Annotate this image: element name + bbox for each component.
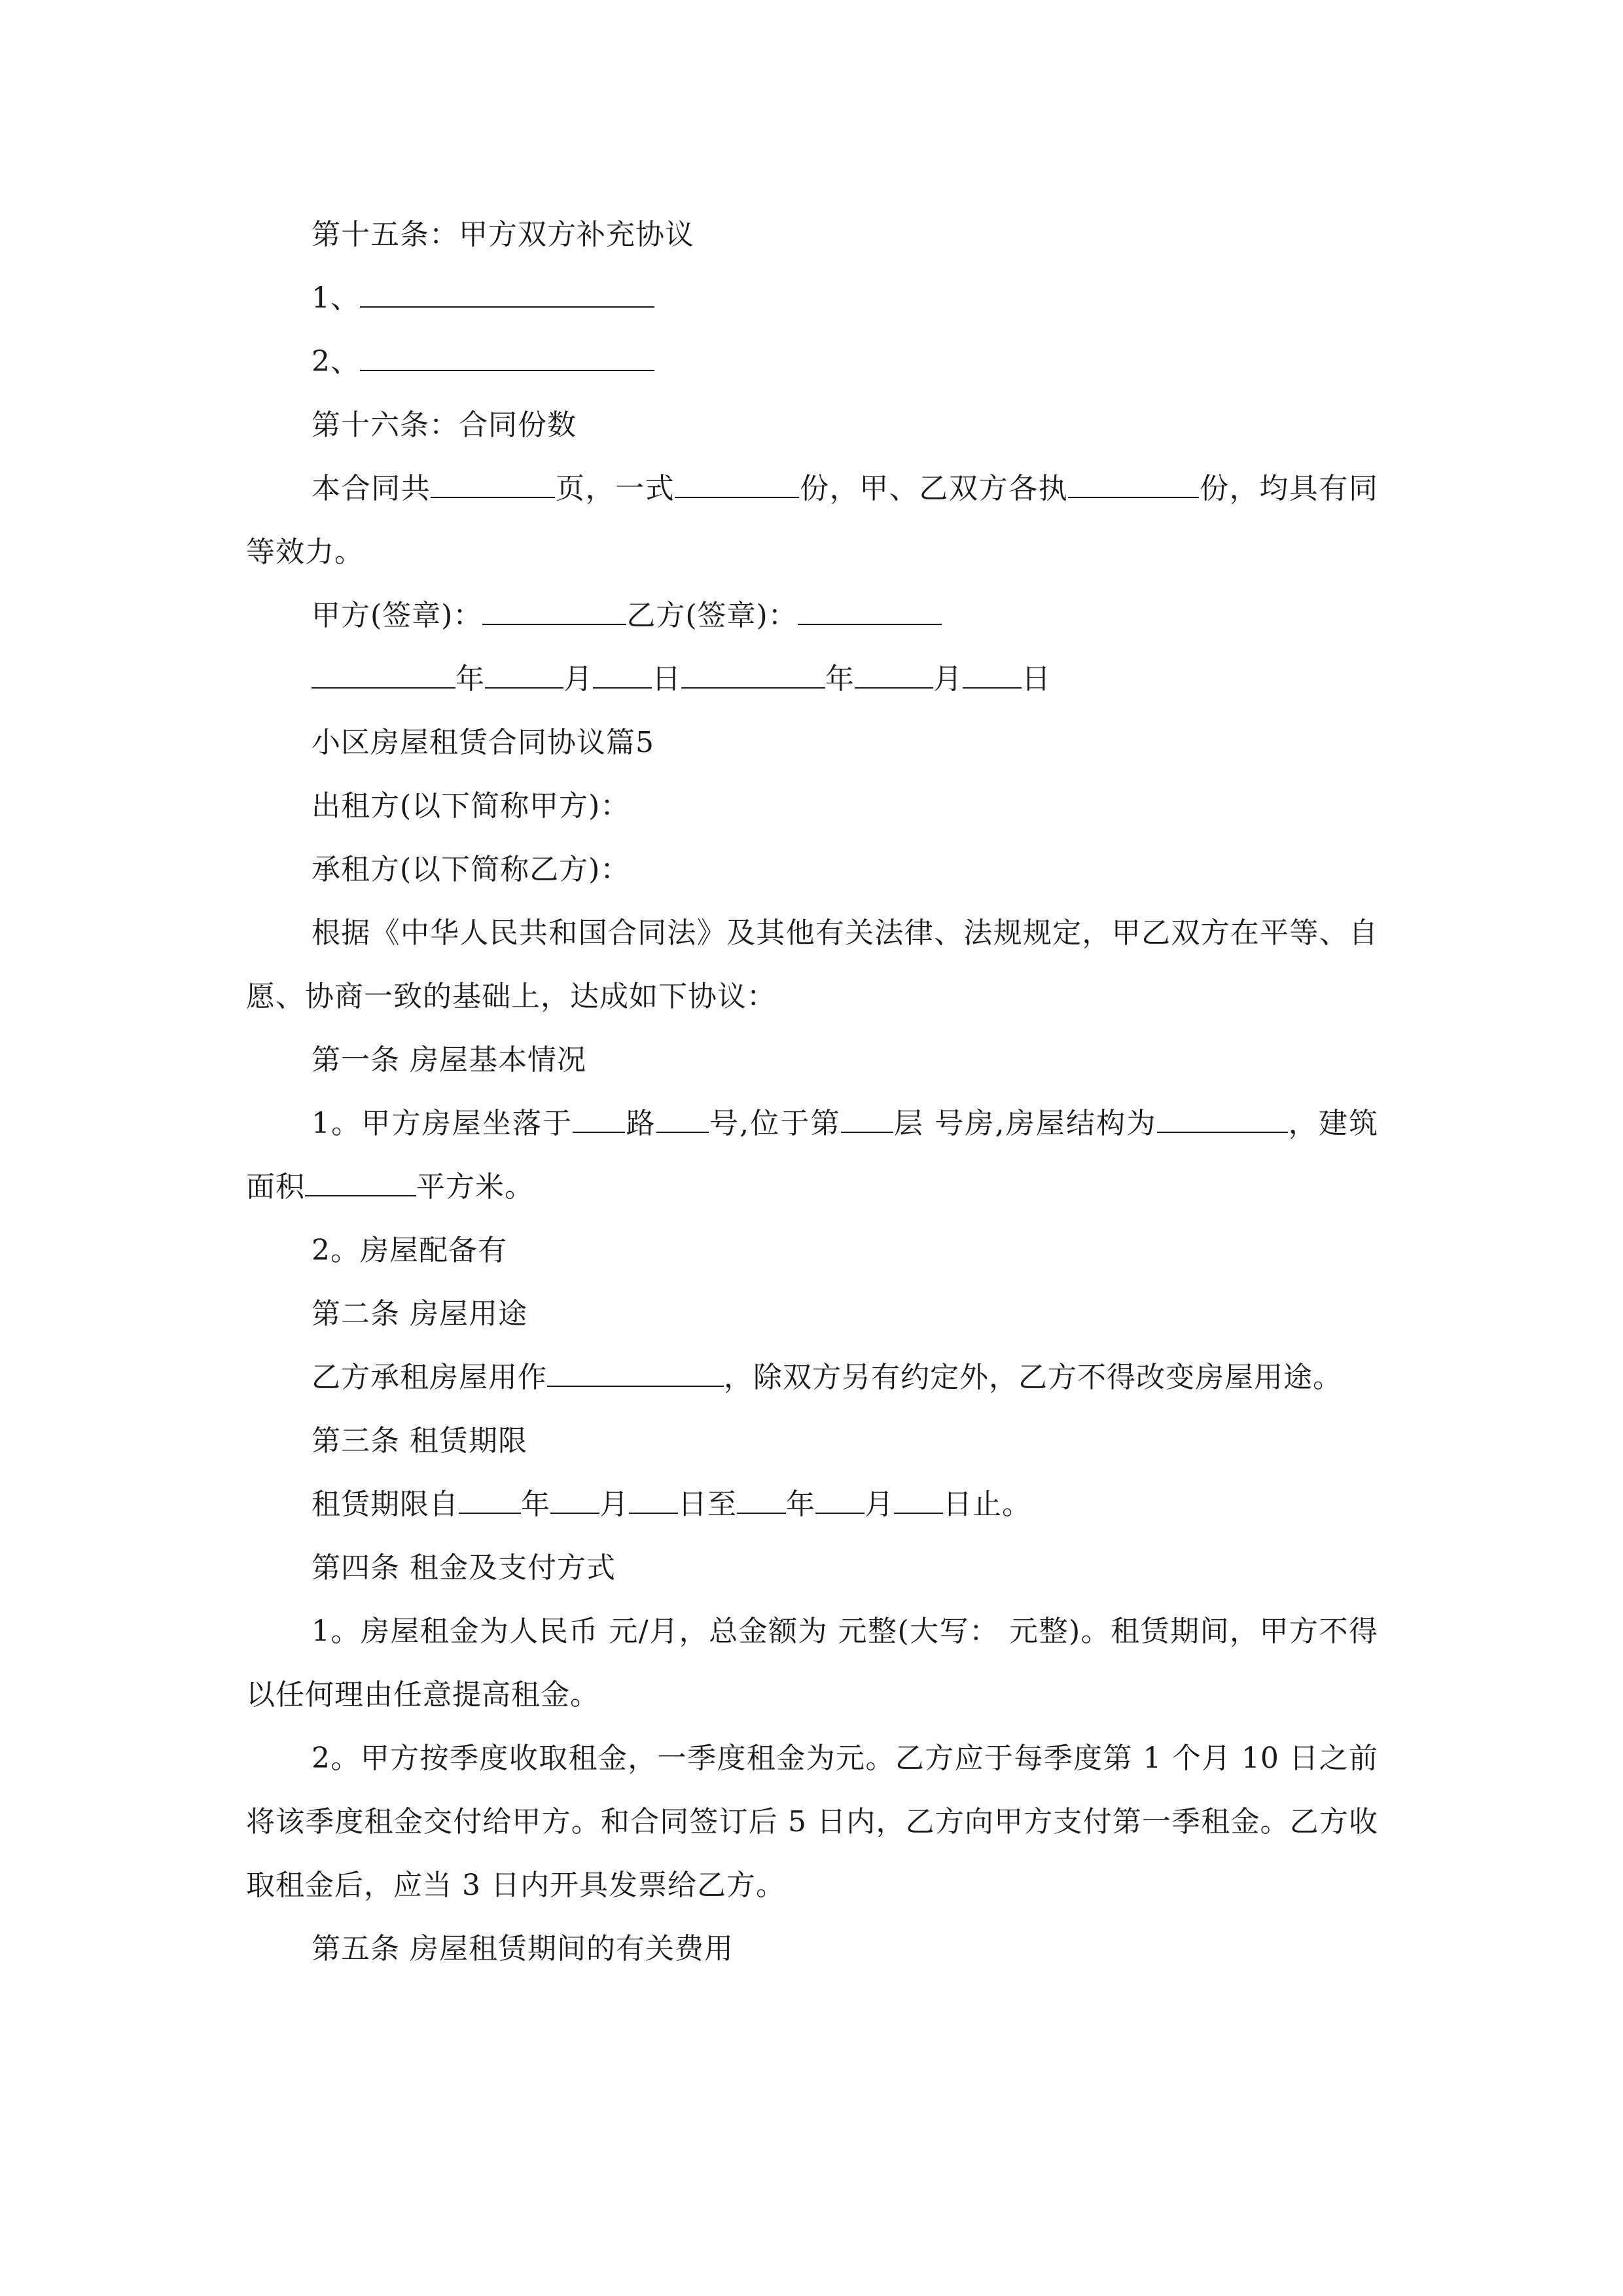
lessee-line: 承租方(以下简称乙方)： [312,853,630,886]
section-title: 小区房屋租赁合同协议篇5 [312,726,654,759]
blank-field [656,1102,709,1133]
supplement-item-2: 2、 [246,330,1378,393]
article-1-paragraph-1: 1。甲方房屋坐落于 路 号,位于第 层 号房,房屋结构为 ，建筑面积 平方米。 [246,1092,1378,1219]
blank-field [550,1482,599,1514]
blank-field [312,657,455,689]
blank-field [963,657,1022,689]
blank-field [798,594,942,625]
lessor-line: 出租方(以下简称甲方)： [312,789,630,823]
blank-field [681,657,825,689]
article-16-title: 第十六条：合同份数 [312,408,577,442]
article-2-paragraph: 乙方承租房屋用作 ，除双方另有约定外，乙方不得改变房屋用途。 [246,1346,1378,1409]
blank-field [629,1482,678,1514]
blank-field [1157,1102,1288,1133]
article-2-title: 第二条 房屋用途 [312,1297,527,1331]
supplement-item-1: 1、 [246,266,1378,330]
article-4-title: 第四条 租金及支付方式 [312,1551,616,1585]
blank-field [573,1102,625,1133]
blank-field [482,594,626,625]
blank-field [894,1482,943,1514]
preamble-paragraph: 根据《中华人民共和国合同法》及其他有关法律、法规规定，甲乙双方在平等、自愿、协商一致的基础上，达成如下协议： [246,916,1378,1013]
article-4-paragraph-1: 1。房屋租金为人民币 元/月，总金额为 元整(大写： 元整)。租赁期间，甲方不得以任何理由任意提高租金。 [246,1615,1378,1712]
blank-field [855,657,933,689]
blank-field [360,276,654,308]
blank-field [841,1102,893,1133]
copies-paragraph: 本合同共 页，一式 份，甲、乙双方各执 份，均具有同等效力。 [246,457,1378,584]
article-15-title: 第十五条：甲方双方补充协议 [312,218,694,251]
blank-field [360,340,654,371]
blank-field [815,1482,865,1514]
document-body [246,203,1378,1981]
blank-field [547,1355,724,1387]
article-3-paragraph: 租赁期限自 年 月 日至 年 月 日止。 [246,1473,1378,1536]
blank-field [485,657,563,689]
blank-field [593,657,652,689]
blank-field [675,467,799,498]
blank-field [305,1165,416,1196]
article-5-title: 第五条 房屋租赁期间的有关费用 [312,1932,734,1965]
article-4-paragraph-2: 2。甲方按季度收取租金，一季度租金为元。乙方应于每季度第 1 个月 10 日之前将该季度租金交付给甲方。和合同签订后 5 日内，乙方向甲方支付第一季租金。乙方收取租金后，应当 3 日内开具发票给乙方。 [246,1742,1378,1902]
article-1-paragraph-2: 2。房屋配备有 [312,1234,507,1267]
blank-field [1068,467,1199,498]
date-line: 年 月 日 年 月 日 [246,647,1378,711]
article-3-title: 第三条 租赁期限 [312,1424,527,1458]
blank-field [737,1482,786,1514]
blank-field [459,1482,521,1514]
signature-line: 甲方(签章)： 乙方(签章)： [246,584,1378,647]
blank-field [431,467,555,498]
article-1-title: 第一条 房屋基本情况 [312,1043,586,1077]
